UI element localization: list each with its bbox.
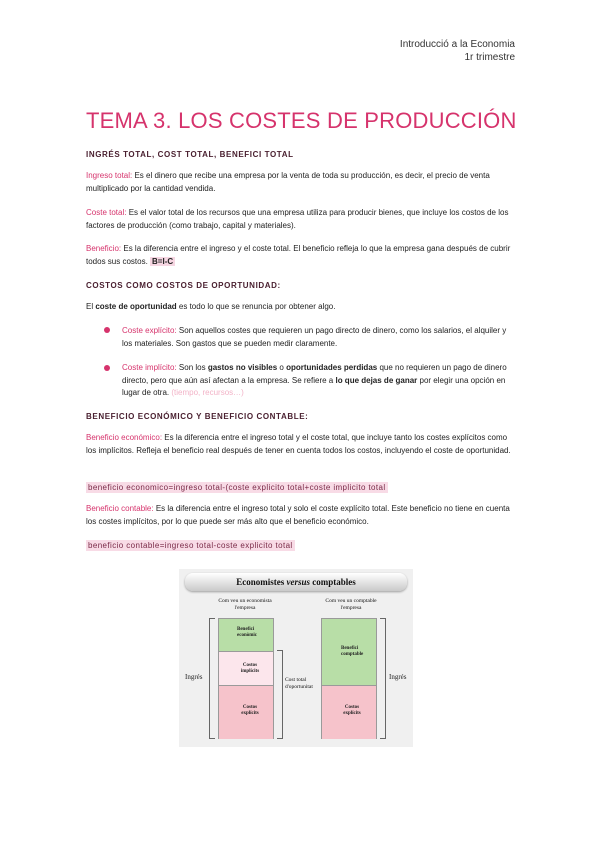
beneficio-term: Beneficio: xyxy=(86,244,122,253)
economists-vs-accountants-figure xyxy=(179,569,413,747)
economist-column-label: Com veu un economista l'empresa xyxy=(218,598,272,611)
beneficio-economico-text: Es la diferencia entre el ingreso total y el coste total, que incluye tanto los costes explícitos como los implícitos. Refleja el beneficio real después de tener en cuenta todos los costos, incluyendo el coste de oportunidad. xyxy=(86,433,511,455)
beneficio-contable-term: Beneficio contable: xyxy=(86,504,154,513)
beneficio-formula: B=I-C xyxy=(152,256,174,266)
ingreso-total-paragraph xyxy=(86,170,518,195)
implicito-text-2: o xyxy=(277,363,287,372)
beneficio-contable-paragraph xyxy=(86,503,518,528)
figure-title-em: versus xyxy=(286,577,310,587)
term-label: 1r trimestre xyxy=(464,52,515,63)
beneficio-economico-term: Beneficio económico: xyxy=(86,433,163,442)
implicito-text-3: que no requieren un pago de dinero directo, pero que aún así afectan a la empresa. Se refiere a xyxy=(122,363,507,385)
ingreso-total-term: Ingreso total: xyxy=(86,171,133,180)
costos-implicits-label: Costos implícits xyxy=(240,663,260,674)
coste-total-term: Coste total: xyxy=(86,208,127,217)
oportunidad-text: es todo lo que se renuncia por obtener algo. xyxy=(176,302,336,311)
course-name: Introducció a la Economia xyxy=(399,39,515,50)
implicito-bold-3: lo que dejas de ganar xyxy=(335,375,418,385)
coste-implicito-paragraph xyxy=(122,362,518,400)
beneficio-text: Es la diferencia entre el ingreso y el coste total. El beneficio refleja lo que la empresa gana después de cubrir todos sus costos. xyxy=(86,244,511,266)
benefici-economic-label: Benefici econòmic xyxy=(237,627,257,638)
section-heading-oportunidad: COSTOS COMO COSTOS DE OPORTUNIDAD: xyxy=(86,281,281,290)
ingreso-total-text: Es el dinero que recibe una empresa por la venta de toda su producción, es decir, el precio de venta multiplicado por la cantidad vendida. xyxy=(86,171,490,193)
beneficio-economico-paragraph xyxy=(86,432,518,457)
ingres-left-bracket xyxy=(209,618,215,739)
bullet-implicito xyxy=(104,365,110,371)
oportunidad-term: coste de oportunidad xyxy=(95,302,177,311)
cost-total-bracket xyxy=(277,650,283,739)
accountant-bar xyxy=(321,618,377,739)
page-title: TEMA 3. LOS COSTES DE PRODUCCIÓN xyxy=(86,108,517,133)
accountant-column-label: Com veu un comptable l'empresa xyxy=(325,598,377,611)
coste-implicito-term: Coste implícito: xyxy=(122,363,177,372)
bullet-explicito xyxy=(104,327,110,333)
coste-explicito-paragraph xyxy=(122,325,518,350)
ingres-left-label: Ingrés xyxy=(185,673,203,681)
implicito-bold-2: oportunidades perdidas xyxy=(286,363,378,372)
implicito-note: (tiempo, recursos…) xyxy=(171,388,244,397)
figure-title xyxy=(185,573,407,591)
formula-beneficio-contable: beneficio contable=ingreso total-coste explicito total xyxy=(88,541,293,550)
coste-total-text: Es el valor total de los recursos que una empresa utiliza para producir bienes, que incluye los costos de los factores de producción (como trabajo, capital y materiales). xyxy=(86,208,509,230)
implicito-text-4: por elegir una opción en lugar de otra. xyxy=(122,375,506,397)
implicito-bold-1: gastos no visibles xyxy=(207,363,278,372)
coste-explicito-term: Coste explícito: xyxy=(122,326,177,335)
implicito-text-1: Son los xyxy=(176,363,208,372)
oportunidad-pre: El xyxy=(86,302,96,311)
costos-explicits-label-accountant: Costos explícits xyxy=(343,705,361,716)
figure-title-post: comptables xyxy=(310,577,356,587)
figure-title-pre: Economistes xyxy=(236,577,287,587)
coste-total-paragraph xyxy=(86,207,518,232)
beneficio-contable-text: Es la diferencia entre el ingreso total y solo el coste explícito total. Este beneficio no tiene en cuenta los costes implícitos, por lo que puede ser más alto que el beneficio económico. xyxy=(86,504,510,526)
costos-explicits-label-economist: Costos explícits xyxy=(241,705,259,716)
page-header xyxy=(400,38,515,64)
formula-beneficio-economico: beneficio economico=ingreso total-(coste explicito total+coste implicito total xyxy=(88,483,386,492)
cost-total-label: Cost total d'oportunitat xyxy=(285,677,313,690)
section-heading-totals: INGRÉS TOTAL, COST TOTAL, BENEFICI TOTAL xyxy=(86,150,294,159)
beneficio-paragraph xyxy=(86,243,518,268)
benefici-comptable-label: Benefici comptable xyxy=(341,646,364,657)
coste-explicito-text: Son aquellos costes que requieren un pago directo de dinero, como los salarios, el alquiler y los materiales. Son gastos que se pueden medir claramente. xyxy=(122,326,507,348)
section-heading-beneficios: BENEFICIO ECONÓMICO Y BENEFICIO CONTABLE: xyxy=(86,412,309,421)
ingres-right-label: Ingrés xyxy=(389,673,407,681)
ingres-right-bracket xyxy=(380,618,386,739)
oportunidad-paragraph xyxy=(86,301,518,314)
